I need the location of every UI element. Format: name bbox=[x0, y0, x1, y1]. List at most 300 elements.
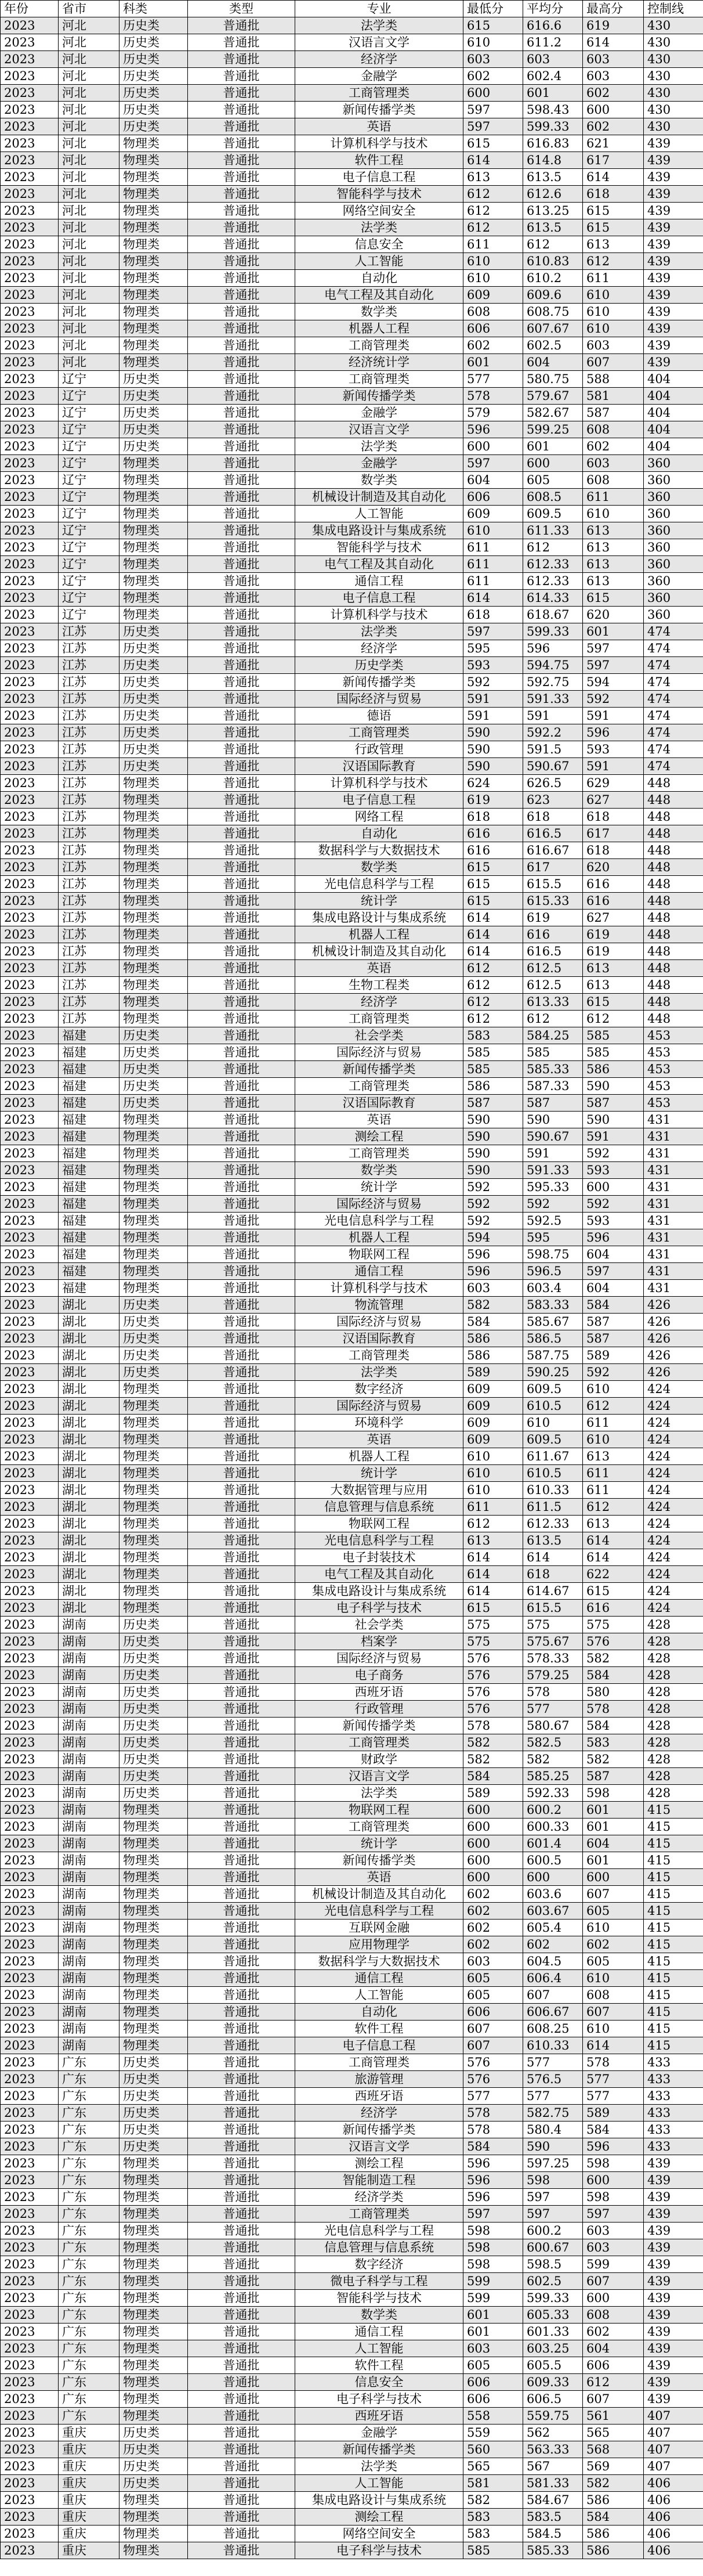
cell-year: 2023 bbox=[1, 186, 59, 203]
cell-major: 光电信息科学与工程 bbox=[295, 2223, 463, 2239]
cell-min: 606 bbox=[463, 320, 523, 337]
table-row bbox=[1, 809, 703, 825]
cell-control: 415 bbox=[644, 1987, 703, 2004]
cell-year: 2023 bbox=[1, 489, 59, 506]
cell-province: 福建 bbox=[59, 1128, 119, 1145]
cell-type: 普通批 bbox=[188, 1583, 295, 1600]
cell-type: 普通批 bbox=[188, 792, 295, 809]
cell-type: 普通批 bbox=[188, 994, 295, 1011]
cell-year: 2023 bbox=[1, 876, 59, 893]
cell-type: 普通批 bbox=[188, 2273, 295, 2290]
cell-avg: 612 bbox=[523, 1011, 583, 1027]
cell-avg: 601 bbox=[523, 85, 583, 102]
table-row bbox=[1, 556, 703, 573]
cell-avg: 603.67 bbox=[523, 1903, 583, 1920]
cell-type: 普通批 bbox=[188, 1061, 295, 1078]
cell-major: 电气工程及其自动化 bbox=[295, 556, 463, 573]
cell-province: 江苏 bbox=[59, 640, 119, 657]
cell-type: 普通批 bbox=[188, 1617, 295, 1633]
cell-control: 431 bbox=[644, 1196, 703, 1213]
cell-subject: 物理类 bbox=[119, 2526, 188, 2542]
cell-avg: 600 bbox=[523, 1869, 583, 1886]
cell-control: 428 bbox=[644, 1701, 703, 1718]
cell-year: 2023 bbox=[1, 152, 59, 169]
table-row bbox=[1, 85, 703, 102]
table-row bbox=[1, 2374, 703, 2391]
cell-control: 439 bbox=[644, 337, 703, 354]
cell-major: 国际经济与贸易 bbox=[295, 1398, 463, 1415]
cell-major: 经济学 bbox=[295, 640, 463, 657]
cell-max: 592 bbox=[583, 1364, 644, 1381]
cell-type: 普通批 bbox=[188, 287, 295, 304]
table-row bbox=[1, 337, 703, 354]
cell-control: 430 bbox=[644, 34, 703, 51]
cell-control: 439 bbox=[644, 2172, 703, 2189]
cell-control: 448 bbox=[644, 792, 703, 809]
cell-province: 湖南 bbox=[59, 1617, 119, 1633]
cell-control: 433 bbox=[644, 2105, 703, 2122]
cell-subject: 物理类 bbox=[119, 455, 188, 472]
cell-year: 2023 bbox=[1, 1953, 59, 1970]
cell-subject: 历史类 bbox=[119, 2475, 188, 2492]
cell-province: 广东 bbox=[59, 2172, 119, 2189]
cell-major: 人工智能 bbox=[295, 1987, 463, 2004]
table-row bbox=[1, 1162, 703, 1179]
cell-avg: 612.33 bbox=[523, 556, 583, 573]
cell-major: 数学类 bbox=[295, 2307, 463, 2324]
cell-min: 590 bbox=[463, 1162, 523, 1179]
cell-subject: 物理类 bbox=[119, 1415, 188, 1431]
cell-major: 机械设计制造及其自动化 bbox=[295, 489, 463, 506]
cell-province: 河北 bbox=[59, 169, 119, 186]
cell-type: 普通批 bbox=[188, 1011, 295, 1027]
cell-type: 普通批 bbox=[188, 203, 295, 219]
cell-control: 424 bbox=[644, 1600, 703, 1617]
cell-major: 应用物理学 bbox=[295, 1936, 463, 1953]
cell-min: 601 bbox=[463, 2307, 523, 2324]
cell-avg: 602 bbox=[523, 1936, 583, 1953]
cell-control: 415 bbox=[644, 2004, 703, 2021]
cell-type: 普通批 bbox=[188, 472, 295, 489]
cell-year: 2023 bbox=[1, 2340, 59, 2357]
cell-type: 普通批 bbox=[188, 1920, 295, 1936]
cell-year: 2023 bbox=[1, 1179, 59, 1196]
cell-province: 江苏 bbox=[59, 994, 119, 1011]
cell-major: 机械设计制造及其自动化 bbox=[295, 943, 463, 960]
cell-province: 江苏 bbox=[59, 674, 119, 691]
cell-year: 2023 bbox=[1, 775, 59, 792]
cell-year: 2023 bbox=[1, 1684, 59, 1701]
cell-subject: 物理类 bbox=[119, 2492, 188, 2509]
cell-control: 448 bbox=[644, 842, 703, 859]
cell-min: 591 bbox=[463, 691, 523, 708]
cell-min: 586 bbox=[463, 1330, 523, 1347]
cell-type: 普通批 bbox=[188, 1314, 295, 1330]
cell-province: 河北 bbox=[59, 17, 119, 34]
cell-control: 433 bbox=[644, 2138, 703, 2155]
cell-year: 2023 bbox=[1, 1128, 59, 1145]
table-row bbox=[1, 2441, 703, 2458]
cell-major: 西班牙语 bbox=[295, 2088, 463, 2105]
cell-subject: 历史类 bbox=[119, 1297, 188, 1314]
cell-max: 612 bbox=[583, 1398, 644, 1415]
cell-min: 584 bbox=[463, 1314, 523, 1330]
cell-year: 2023 bbox=[1, 2273, 59, 2290]
cell-type: 普通批 bbox=[188, 2526, 295, 2542]
cell-min: 597 bbox=[463, 2206, 523, 2223]
cell-max: 590 bbox=[583, 1112, 644, 1128]
cell-control: 428 bbox=[644, 1684, 703, 1701]
cell-province: 广东 bbox=[59, 2239, 119, 2256]
cell-min: 600 bbox=[463, 1802, 523, 1819]
table-row bbox=[1, 1229, 703, 1246]
cell-province: 江苏 bbox=[59, 926, 119, 943]
cell-major: 信息安全 bbox=[295, 236, 463, 253]
cell-province: 湖南 bbox=[59, 1751, 119, 1768]
cell-year: 2023 bbox=[1, 102, 59, 118]
cell-control: 474 bbox=[644, 657, 703, 674]
cell-type: 普通批 bbox=[188, 152, 295, 169]
cell-subject: 物理类 bbox=[119, 2189, 188, 2206]
cell-province: 湖南 bbox=[59, 1701, 119, 1718]
cell-type: 普通批 bbox=[188, 1027, 295, 1044]
cell-major: 环境科学 bbox=[295, 1415, 463, 1431]
cell-subject: 历史类 bbox=[119, 1078, 188, 1095]
cell-province: 湖北 bbox=[59, 1330, 119, 1347]
cell-max: 622 bbox=[583, 1566, 644, 1583]
cell-avg: 615.5 bbox=[523, 1600, 583, 1617]
cell-subject: 物理类 bbox=[119, 320, 188, 337]
cell-type: 普通批 bbox=[188, 607, 295, 623]
cell-avg: 610.33 bbox=[523, 1482, 583, 1499]
cell-control: 439 bbox=[644, 169, 703, 186]
cell-subject: 物理类 bbox=[119, 2239, 188, 2256]
cell-max: 608 bbox=[583, 421, 644, 438]
table-row bbox=[1, 1987, 703, 2004]
table-row bbox=[1, 2458, 703, 2475]
cell-control: 428 bbox=[644, 1785, 703, 1802]
cell-avg: 576.5 bbox=[523, 2071, 583, 2088]
cell-type: 普通批 bbox=[188, 1970, 295, 1987]
cell-avg: 610.2 bbox=[523, 270, 583, 287]
table-row bbox=[1, 1886, 703, 1903]
cell-min: 614 bbox=[463, 910, 523, 926]
cell-type: 普通批 bbox=[188, 2374, 295, 2391]
cell-year: 2023 bbox=[1, 674, 59, 691]
cell-max: 603 bbox=[583, 68, 644, 85]
cell-min: 599 bbox=[463, 2290, 523, 2307]
cell-subject: 物理类 bbox=[119, 1583, 188, 1600]
cell-min: 593 bbox=[463, 657, 523, 674]
cell-max: 604 bbox=[583, 1246, 644, 1263]
cell-subject: 物理类 bbox=[119, 556, 188, 573]
cell-control: 439 bbox=[644, 354, 703, 371]
cell-year: 2023 bbox=[1, 270, 59, 287]
cell-min: 590 bbox=[463, 1145, 523, 1162]
cell-year: 2023 bbox=[1, 1701, 59, 1718]
cell-max: 600 bbox=[583, 1869, 644, 1886]
table-row bbox=[1, 1953, 703, 1970]
cell-control: 448 bbox=[644, 960, 703, 977]
cell-max: 620 bbox=[583, 607, 644, 623]
cell-min: 606 bbox=[463, 2004, 523, 2021]
cell-min: 611 bbox=[463, 573, 523, 590]
cell-year: 2023 bbox=[1, 1347, 59, 1364]
cell-year: 2023 bbox=[1, 573, 59, 590]
cell-type: 普通批 bbox=[188, 2340, 295, 2357]
cell-min: 614 bbox=[463, 926, 523, 943]
cell-min: 612 bbox=[463, 203, 523, 219]
cell-avg: 615.5 bbox=[523, 876, 583, 893]
cell-major: 智能科学与技术 bbox=[295, 2290, 463, 2307]
cell-year: 2023 bbox=[1, 472, 59, 489]
cell-max: 615 bbox=[583, 219, 644, 236]
cell-avg: 590 bbox=[523, 2138, 583, 2155]
cell-avg: 577 bbox=[523, 2054, 583, 2071]
cell-type: 普通批 bbox=[188, 1128, 295, 1145]
cell-min: 606 bbox=[463, 489, 523, 506]
cell-max: 577 bbox=[583, 2071, 644, 2088]
cell-max: 577 bbox=[583, 2088, 644, 2105]
cell-year: 2023 bbox=[1, 1970, 59, 1987]
cell-major: 法学类 bbox=[295, 1364, 463, 1381]
cell-max: 606 bbox=[583, 2357, 644, 2374]
cell-min: 605 bbox=[463, 1987, 523, 2004]
cell-max: 587 bbox=[583, 1314, 644, 1330]
cell-subject: 物理类 bbox=[119, 607, 188, 623]
cell-province: 辽宁 bbox=[59, 438, 119, 455]
cell-province: 广东 bbox=[59, 2138, 119, 2155]
table-row bbox=[1, 1667, 703, 1684]
cell-major: 生物工程类 bbox=[295, 977, 463, 994]
cell-major: 法学类 bbox=[295, 17, 463, 34]
cell-major: 经济学 bbox=[295, 51, 463, 68]
cell-max: 608 bbox=[583, 2307, 644, 2324]
cell-major: 网络工程 bbox=[295, 809, 463, 825]
table-row bbox=[1, 1650, 703, 1667]
cell-year: 2023 bbox=[1, 1381, 59, 1398]
cell-avg: 606.5 bbox=[523, 2391, 583, 2408]
cell-avg: 559.75 bbox=[523, 2408, 583, 2425]
cell-major: 国际经济与贸易 bbox=[295, 1196, 463, 1213]
cell-year: 2023 bbox=[1, 304, 59, 320]
cell-max: 589 bbox=[583, 2105, 644, 2122]
cell-major: 经济学 bbox=[295, 994, 463, 1011]
cell-control: 360 bbox=[644, 556, 703, 573]
cell-province: 湖南 bbox=[59, 1970, 119, 1987]
cell-province: 湖南 bbox=[59, 2021, 119, 2037]
table-row bbox=[1, 1701, 703, 1718]
cell-subject: 历史类 bbox=[119, 17, 188, 34]
cell-type: 普通批 bbox=[188, 1532, 295, 1549]
table-row bbox=[1, 775, 703, 792]
cell-type: 普通批 bbox=[188, 674, 295, 691]
cell-subject: 物理类 bbox=[119, 2509, 188, 2526]
cell-province: 福建 bbox=[59, 1145, 119, 1162]
cell-avg: 596.5 bbox=[523, 1263, 583, 1280]
cell-subject: 物理类 bbox=[119, 809, 188, 825]
cell-max: 589 bbox=[583, 1347, 644, 1364]
cell-year: 2023 bbox=[1, 522, 59, 539]
cell-avg: 615.33 bbox=[523, 893, 583, 910]
cell-control: 439 bbox=[644, 2290, 703, 2307]
cell-province: 湖南 bbox=[59, 1768, 119, 1785]
cell-province: 湖南 bbox=[59, 1667, 119, 1684]
cell-major: 法学类 bbox=[295, 438, 463, 455]
cell-control: 424 bbox=[644, 1398, 703, 1415]
cell-control: 415 bbox=[644, 1819, 703, 1835]
cell-control: 428 bbox=[644, 1617, 703, 1633]
cell-subject: 物理类 bbox=[119, 573, 188, 590]
cell-type: 普通批 bbox=[188, 2004, 295, 2021]
cell-type: 普通批 bbox=[188, 724, 295, 741]
cell-max: 613 bbox=[583, 556, 644, 573]
cell-major: 互联网金融 bbox=[295, 1920, 463, 1936]
cell-max: 618 bbox=[583, 809, 644, 825]
cell-type: 普通批 bbox=[188, 708, 295, 724]
cell-avg: 599.33 bbox=[523, 118, 583, 135]
cell-min: 582 bbox=[463, 1297, 523, 1314]
cell-year: 2023 bbox=[1, 623, 59, 640]
cell-year: 2023 bbox=[1, 2509, 59, 2526]
table-row bbox=[1, 135, 703, 152]
cell-min: 589 bbox=[463, 1364, 523, 1381]
cell-avg: 585 bbox=[523, 1044, 583, 1061]
table-row bbox=[1, 2021, 703, 2037]
cell-min: 611 bbox=[463, 539, 523, 556]
cell-control: 448 bbox=[644, 1011, 703, 1027]
table-row bbox=[1, 169, 703, 186]
cell-major: 财政学 bbox=[295, 1751, 463, 1768]
cell-min: 619 bbox=[463, 792, 523, 809]
cell-avg: 603.6 bbox=[523, 1886, 583, 1903]
cell-year: 2023 bbox=[1, 1751, 59, 1768]
cell-major: 经济学类 bbox=[295, 2189, 463, 2206]
cell-province: 河北 bbox=[59, 270, 119, 287]
cell-min: 599 bbox=[463, 2273, 523, 2290]
cell-max: 615 bbox=[583, 1583, 644, 1600]
cell-major: 计算机科学与技术 bbox=[295, 775, 463, 792]
cell-year: 2023 bbox=[1, 354, 59, 371]
cell-max: 612 bbox=[583, 1011, 644, 1027]
cell-province: 江苏 bbox=[59, 943, 119, 960]
cell-province: 湖南 bbox=[59, 1650, 119, 1667]
cell-subject: 物理类 bbox=[119, 2004, 188, 2021]
cell-control: 453 bbox=[644, 1095, 703, 1112]
cell-max: 600 bbox=[583, 1179, 644, 1196]
cell-max: 604 bbox=[583, 1280, 644, 1297]
cell-max: 597 bbox=[583, 640, 644, 657]
cell-subject: 物理类 bbox=[119, 876, 188, 893]
cell-max: 599 bbox=[583, 2256, 644, 2273]
cell-control: 360 bbox=[644, 539, 703, 556]
cell-year: 2023 bbox=[1, 1145, 59, 1162]
cell-year: 2023 bbox=[1, 1162, 59, 1179]
cell-avg: 616.5 bbox=[523, 825, 583, 842]
cell-major: 电子信息工程 bbox=[295, 2037, 463, 2054]
cell-avg: 598.43 bbox=[523, 102, 583, 118]
cell-min: 578 bbox=[463, 2122, 523, 2138]
cell-max: 610 bbox=[583, 287, 644, 304]
cell-year: 2023 bbox=[1, 1835, 59, 1852]
cell-major: 机器人工程 bbox=[295, 1448, 463, 1465]
cell-type: 普通批 bbox=[188, 1516, 295, 1532]
cell-subject: 历史类 bbox=[119, 708, 188, 724]
cell-control: 439 bbox=[644, 135, 703, 152]
cell-max: 582 bbox=[583, 1650, 644, 1667]
cell-min: 602 bbox=[463, 1936, 523, 1953]
cell-subject: 历史类 bbox=[119, 438, 188, 455]
cell-province: 江苏 bbox=[59, 876, 119, 893]
cell-major: 数学类 bbox=[295, 859, 463, 876]
cell-max: 613 bbox=[583, 960, 644, 977]
cell-max: 596 bbox=[583, 1229, 644, 1246]
cell-province: 福建 bbox=[59, 1280, 119, 1297]
cell-province: 江苏 bbox=[59, 893, 119, 910]
cell-max: 614 bbox=[583, 1532, 644, 1549]
cell-min: 609 bbox=[463, 1381, 523, 1398]
cell-major: 电子信息工程 bbox=[295, 590, 463, 607]
table-row bbox=[1, 741, 703, 758]
cell-subject: 历史类 bbox=[119, 2071, 188, 2088]
cell-major: 汉语国际教育 bbox=[295, 758, 463, 775]
cell-province: 广东 bbox=[59, 2324, 119, 2340]
cell-avg: 613.33 bbox=[523, 994, 583, 1011]
cell-avg: 616 bbox=[523, 926, 583, 943]
cell-avg: 612.33 bbox=[523, 1516, 583, 1532]
cell-min: 615 bbox=[463, 859, 523, 876]
cell-subject: 历史类 bbox=[119, 1650, 188, 1667]
cell-major: 数据科学与大数据技术 bbox=[295, 842, 463, 859]
cell-type: 普通批 bbox=[188, 893, 295, 910]
cell-major: 英语 bbox=[295, 1431, 463, 1448]
cell-type: 普通批 bbox=[188, 2239, 295, 2256]
cell-avg: 590.25 bbox=[523, 1364, 583, 1381]
cell-control: 430 bbox=[644, 102, 703, 118]
cell-min: 607 bbox=[463, 2021, 523, 2037]
cell-year: 2023 bbox=[1, 2021, 59, 2037]
table-row bbox=[1, 2324, 703, 2340]
cell-province: 河北 bbox=[59, 287, 119, 304]
cell-min: 601 bbox=[463, 354, 523, 371]
cell-max: 621 bbox=[583, 135, 644, 152]
cell-avg: 600.5 bbox=[523, 1852, 583, 1869]
cell-control: 406 bbox=[644, 2542, 703, 2559]
table-row bbox=[1, 2509, 703, 2526]
cell-avg: 611.2 bbox=[523, 34, 583, 51]
cell-avg: 587.33 bbox=[523, 1078, 583, 1095]
cell-control: 439 bbox=[644, 320, 703, 337]
cell-control: 415 bbox=[644, 1903, 703, 1920]
cell-min: 597 bbox=[463, 102, 523, 118]
table-row bbox=[1, 1785, 703, 1802]
cell-subject: 物理类 bbox=[119, 2037, 188, 2054]
cell-avg: 604 bbox=[523, 354, 583, 371]
cell-province: 河北 bbox=[59, 337, 119, 354]
cell-province: 辽宁 bbox=[59, 405, 119, 421]
cell-type: 普通批 bbox=[188, 1162, 295, 1179]
cell-control: 439 bbox=[644, 2223, 703, 2239]
cell-subject: 历史类 bbox=[119, 1734, 188, 1751]
cell-min: 598 bbox=[463, 2256, 523, 2273]
table-row bbox=[1, 2256, 703, 2273]
cell-province: 江苏 bbox=[59, 741, 119, 758]
cell-control: 439 bbox=[644, 2273, 703, 2290]
cell-province: 广东 bbox=[59, 2071, 119, 2088]
cell-type: 普通批 bbox=[188, 2307, 295, 2324]
cell-major: 电子封装技术 bbox=[295, 1549, 463, 1566]
cell-avg: 580.75 bbox=[523, 371, 583, 388]
